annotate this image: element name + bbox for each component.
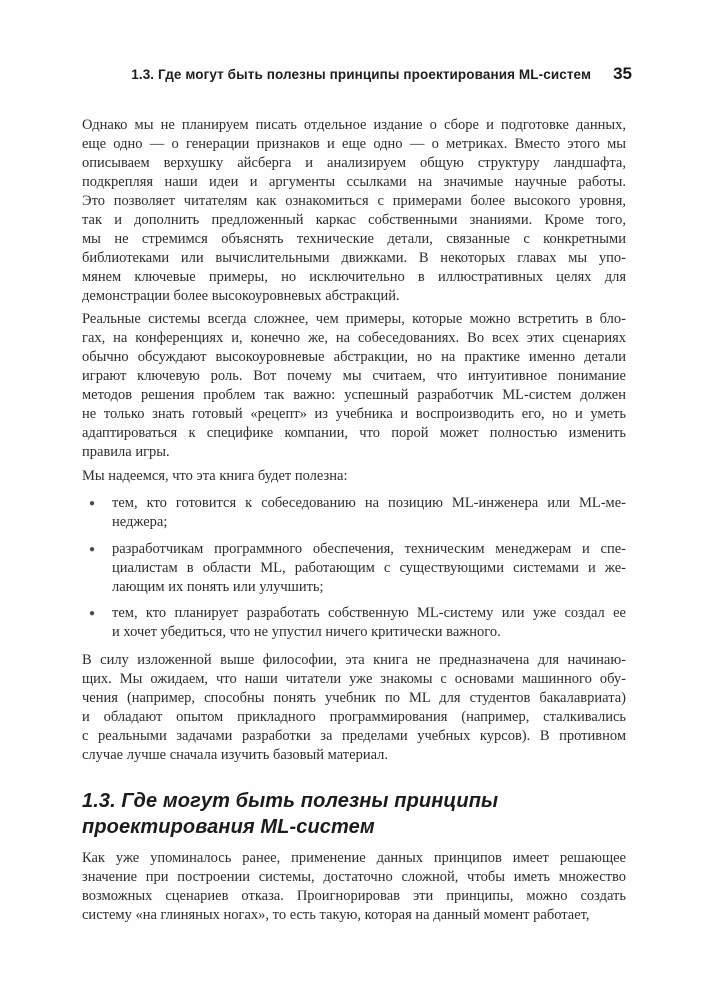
paragraph-line: правила игры. <box>82 444 170 460</box>
list-item-line: лающим их понять или улучшить; <box>112 579 324 595</box>
paragraph-line: и обладают опытом прикладного программирования (например, сталкивались <box>82 709 626 725</box>
paragraph-line: обычно обсуждают высокоуровневые абстракции, но на практике именно детали <box>82 349 626 365</box>
paragraph-line: адаптироваться к специфике компании, что порой может полностью изменить <box>82 425 626 441</box>
paragraph-line: возможных сценариев отказа. Проигнорировав эти принципы, можно создать <box>82 888 626 904</box>
list-item <box>82 494 626 532</box>
page-number: 35 <box>613 64 632 83</box>
paragraph-line: мы не стремимся объяснять технические детали, связанные с конкретными <box>82 231 626 247</box>
paragraph-7 <box>82 849 626 925</box>
paragraph-line: Мы надеемся, что эта книга будет полезна: <box>82 468 348 484</box>
bullet-icon: ● <box>89 498 96 509</box>
paragraph-line: значение при построении системы, достаточно сложной, чтобы иметь множество <box>82 869 626 885</box>
running-head-title: 1.3. Где могут быть полезны принципы проектирования ML-систем <box>131 67 592 82</box>
paragraph-line: щих. Мы ожидаем, что наши читатели уже знакомы с основами машинного обу- <box>82 671 626 687</box>
paragraph-line: систему «на глиняных ногах», то есть такую, которая на данный момент работает, <box>82 907 590 923</box>
paragraph-line: случае лучше сначала изучить базовый материал. <box>82 747 389 763</box>
paragraph-3 <box>82 467 626 486</box>
paragraph-line: гах, на конференциях и, конечно же, на собеседованиях. Во всех этих сценариях <box>82 330 626 346</box>
paragraph-line: не только знать готовый «рецепт» из учебника и воспроизводить его, но и уметь <box>82 406 626 422</box>
paragraph-line: методов решения проблем так важно: успешный разработчик ML-систем должен <box>82 387 626 403</box>
list-item-line: циалистам в области ML, работающим с существующими системами и же- <box>112 560 626 576</box>
paragraph-line: Однако мы не планируем писать отдельное издание о сборе и подготовке данных, <box>82 117 626 133</box>
page-body <box>82 116 626 929</box>
list-item <box>82 540 626 597</box>
audience-list <box>82 494 626 642</box>
paragraph-line: описываем верхушку айсберга и анализируем общую структуру ландшафта, <box>82 155 626 171</box>
running-head <box>82 64 632 84</box>
section-heading <box>82 788 626 840</box>
paragraph-line: Как уже упоминалось ранее, применение данных принципов имеет решающее <box>82 850 626 866</box>
paragraph-line: библиотеками или вычислительными движками. В некоторых главах мы упо- <box>82 250 626 266</box>
paragraph-line: чения (например, способны понять учебник по ML для студентов бакалавриата) <box>82 690 626 706</box>
section-heading-line: 1.3. Где могут быть полезны принципы <box>82 790 499 812</box>
paragraph-line: мянем ключевые примеры, но исключительно в иллюстративных целях для <box>82 269 626 285</box>
section-heading-line: проектирования ML-систем <box>82 816 375 838</box>
bullet-icon: ● <box>89 608 96 619</box>
list-item-line: и хочет убедиться, что не упустил ничего критически важного. <box>112 624 501 640</box>
paragraph-5 <box>82 651 626 765</box>
paragraph-line: Реальные системы всегда сложнее, чем примеры, которые можно встретить в бло- <box>82 311 626 327</box>
paragraph-line: с реальными задачами разработки за пределами учебных курсов). В противном <box>82 728 626 744</box>
list-item-line: тем, кто планирует разработать собственную ML-систему или уже создал ее <box>112 605 626 621</box>
paragraph-line: В силу изложенной выше философии, эта книга не предназначена для начинаю- <box>82 652 626 668</box>
paragraph-line: Это позволяет читателям как ознакомиться с примерами более высокого уровня, <box>82 193 626 209</box>
paragraph-line: так и дополнить предложенный каркас собственными знаниями. Кроме того, <box>82 212 626 228</box>
list-item-line: тем, кто готовится к собеседованию на позицию ML-инженера или ML-ме- <box>112 495 626 511</box>
bullet-icon: ● <box>89 544 96 555</box>
paragraph-line: играют ключевую роль. Вот почему мы считаем, что интуитивное понимание <box>82 368 626 384</box>
paragraph-line: подкрепляя наши идеи и аргументы ссылками на значимые научные работы. <box>82 174 626 190</box>
list-item-line: разработчикам программного обеспечения, техническим менеджерам и спе- <box>112 541 626 557</box>
list-item-line: неджера; <box>112 514 168 530</box>
paragraph-line: еще одно — о генерации признаков и еще одно — о метриках. Вместо этого мы <box>82 136 626 152</box>
paragraph-1 <box>82 116 626 306</box>
paragraph-line: демонстрации более высокоуровневых абстракций. <box>82 288 400 304</box>
paragraph-2 <box>82 310 626 462</box>
list-item <box>82 604 626 642</box>
